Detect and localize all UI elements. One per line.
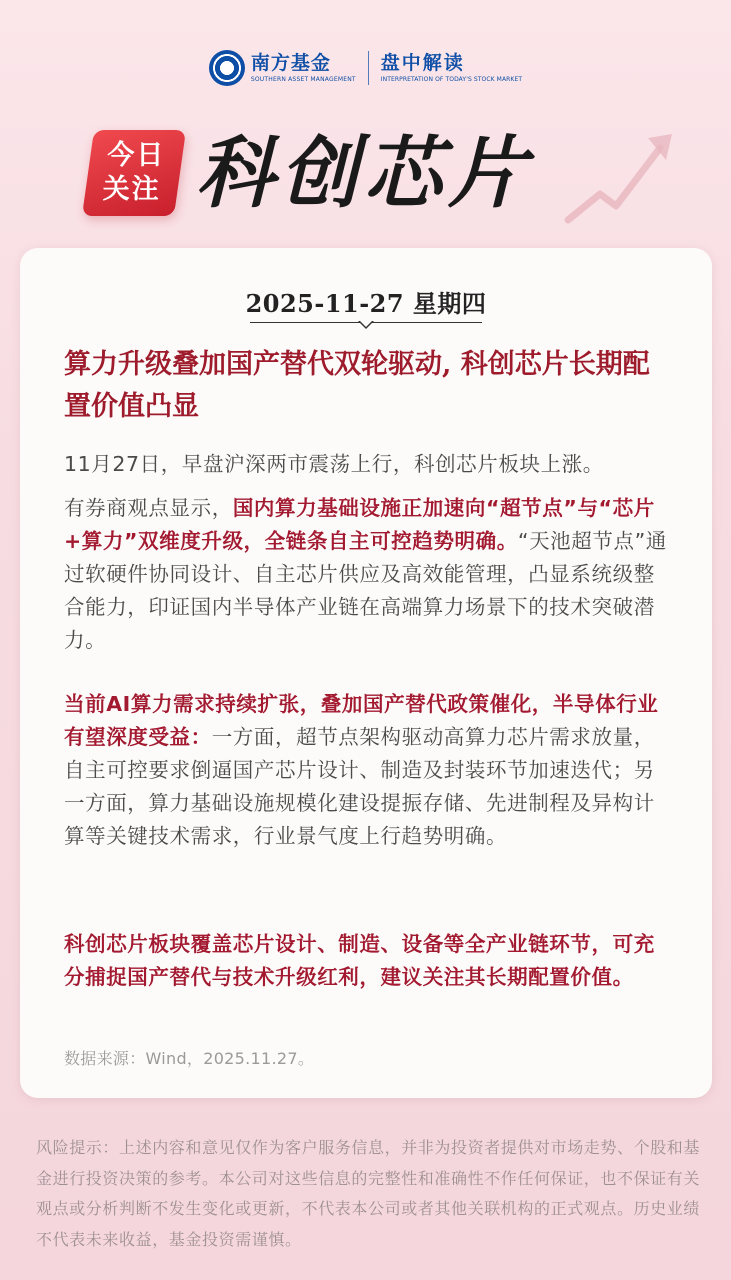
brand-divider [368,51,369,85]
column-name-en: INTERPRETATION OF TODAY'S STOCK MARKET [380,75,523,83]
brand-name-block [250,51,356,83]
brand-name: 南方基金 [250,51,331,74]
brand-name-en: SOUTHERN ASSET MANAGEMENT [250,75,356,83]
hero-title: 科创芯片 [196,129,533,219]
paragraph-ai-demand [64,688,674,853]
ai-demand-highlight: 当前AI算力需求持续扩张，叠加国产替代政策催化，半导体行业有望深度受益： [64,692,659,749]
paragraph-market-summary: 11月27日，早盘沪深两市震荡上行，科创芯片板块上涨。 [64,452,604,476]
ai-demand-rest: 一方面，超节点架构驱动高算力芯片需求放量，自主可控要求倒逼国产芯片设计、制造及封装环节加速迭代；另一方面，算力基础设施规模化建设提振存储、先进制程及异构计算等关键技术需求，行业景气度上行趋势明确。 [64,725,655,848]
conclusion-highlight: 科创芯片板块覆盖芯片设计、制造、设备等全产业链环节，可充分捕捉国产替代与技术升级红利，建议关注其长期配置价值。 [64,932,655,989]
content-card [20,248,712,1098]
broker-view-highlight: 国内算力基础设施正加速向“超节点”与“芯片+算力”双维度升级，全链条自主可控趋势明确。 [64,496,655,553]
southern-fund-logo-icon [209,50,245,86]
badge-line-2: 关注 [102,174,161,205]
today-focus-badge [82,130,186,216]
paragraph-conclusion [64,928,674,994]
column-name-block [380,51,523,83]
broker-view-lead: 有券商观点显示， [64,496,233,520]
date-label: 2025-11-27 星期四 [245,289,487,318]
badge-line-1: 今日 [107,140,166,171]
date-underline-divider [250,322,482,323]
article-headline: 算力升级叠加国产替代双轮驱动, 科创芯片长期配置价值凸显 [64,349,650,422]
hero-banner [0,120,731,230]
risk-disclaimer: 风险提示：上述内容和意见仅作为客户服务信息，并非为投资者提供对市场走势、个股和基金进行投资决策的参考。本公司对这些信息的完整性和准确性不作任何保证，也不保证有关观点或分析判断不发生变化或更新，不代表本公司或者其他关联机构的正式观点。历史业绩不代表未来收益，基金投资需谨慎。 [36,1138,701,1249]
trend-arrow-icon [560,120,680,230]
brand-header [0,46,731,90]
broker-view-rest: “天池超节点”通过软硬件协同设计、自主芯片供应及高效能管理，凸显系统级整合能力，印证国内半导体产业链在高端算力场景下的技术突破潜力。 [64,529,667,652]
data-source-note: 数据来源：Wind，2025.11.27。 [64,1049,315,1068]
paragraph-broker-view [64,492,674,657]
column-name: 盘中解读 [380,51,465,74]
